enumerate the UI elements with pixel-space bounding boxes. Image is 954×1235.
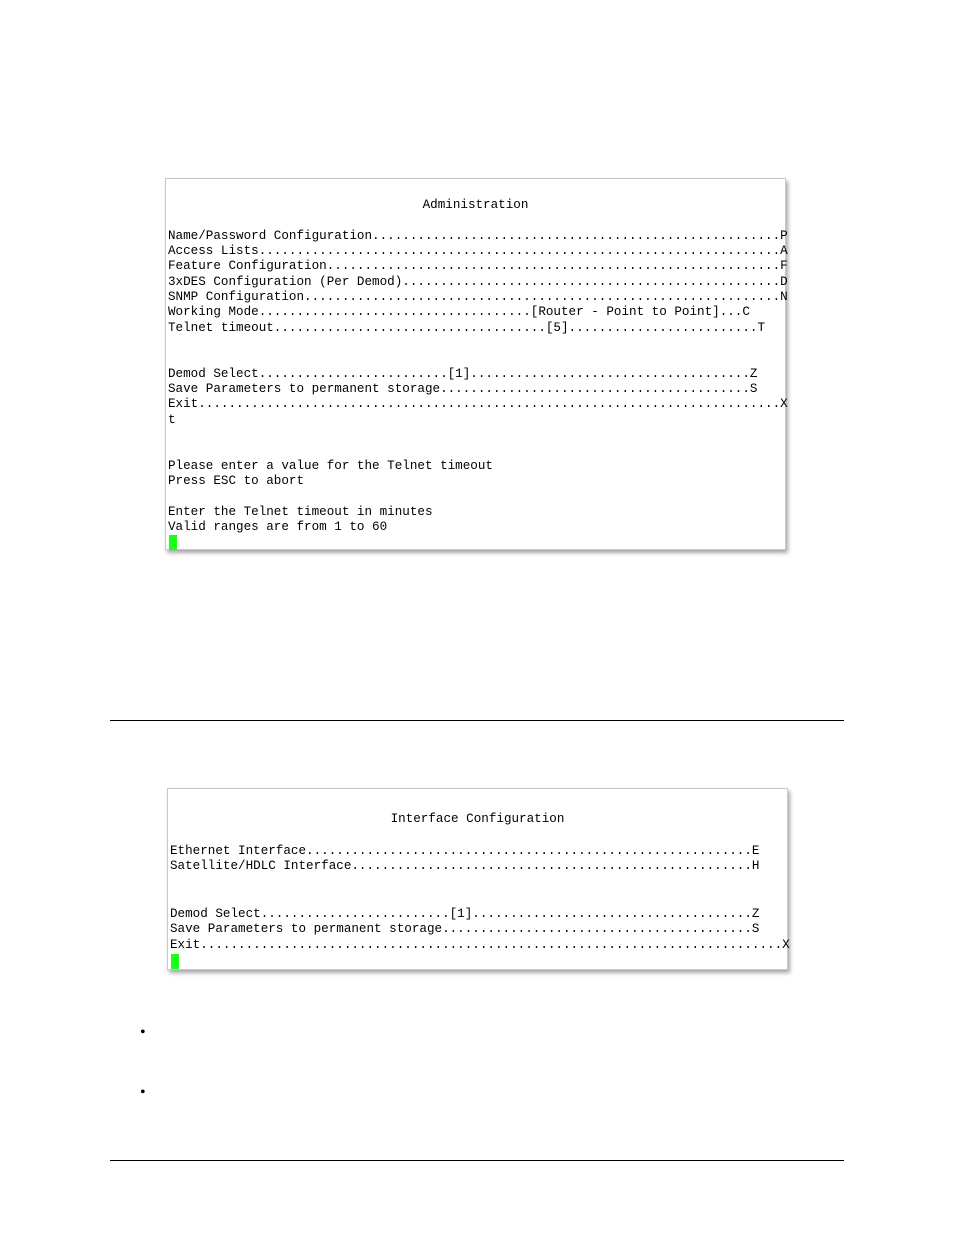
menu-item-working-mode[interactable]: Working Mode....................................[Router - Point to Point]...C (168, 305, 750, 319)
prompt-line: Press ESC to abort (168, 474, 305, 488)
menu-item-access-lists[interactable]: Access Lists.....................................................................A (168, 244, 788, 258)
menu-item-telnet-timeout[interactable]: Telnet timeout....................................[5].........................T (168, 321, 766, 335)
bullet-point: • (140, 1024, 146, 1041)
menu-item-ethernet-interface[interactable]: Ethernet Interface...........................................................E (170, 844, 760, 858)
terminal-cursor[interactable] (171, 954, 179, 969)
terminal-title: Administration (422, 198, 529, 212)
menu-item-demod-select[interactable]: Demod Select.........................[1].....................................Z (170, 907, 760, 921)
prompt-line: Valid ranges are from 1 to 60 (168, 520, 388, 534)
menu-item-demod-select[interactable]: Demod Select.........................[1].....................................Z (168, 367, 758, 381)
menu-item-name-password[interactable]: Name/Password Configuration......................................................P (168, 229, 788, 243)
bullet-point: • (140, 1084, 146, 1101)
menu-item-exit[interactable]: Exit.............................................................................X (170, 938, 790, 952)
menu-item-save-parameters[interactable]: Save Parameters to permanent storage.........................................S (170, 922, 760, 936)
terminal-cursor[interactable] (169, 535, 177, 550)
menu-item-save-parameters[interactable]: Save Parameters to permanent storage.........................................S (168, 382, 758, 396)
administration-terminal (165, 178, 786, 550)
typed-input: t (168, 413, 176, 427)
menu-item-satellite-hdlc-interface[interactable]: Satellite/HDLC Interface.....................................................H (170, 859, 760, 873)
menu-item-snmp-configuration[interactable]: SNMP Configuration...............................................................N (168, 290, 788, 304)
prompt-line: Please enter a value for the Telnet timeout (168, 459, 493, 473)
menu-item-feature-configuration[interactable]: Feature Configuration............................................................F (168, 259, 788, 273)
interface-configuration-terminal (167, 788, 788, 970)
terminal-title: Interface Configuration (390, 812, 565, 826)
menu-item-3xdes-configuration[interactable]: 3xDES Configuration (Per Demod)..................................................D (168, 275, 788, 289)
footer-rule (110, 1160, 844, 1161)
prompt-line: Enter the Telnet timeout in minutes (168, 505, 433, 519)
menu-item-exit[interactable]: Exit.............................................................................X (168, 397, 788, 411)
horizontal-rule (110, 720, 844, 721)
